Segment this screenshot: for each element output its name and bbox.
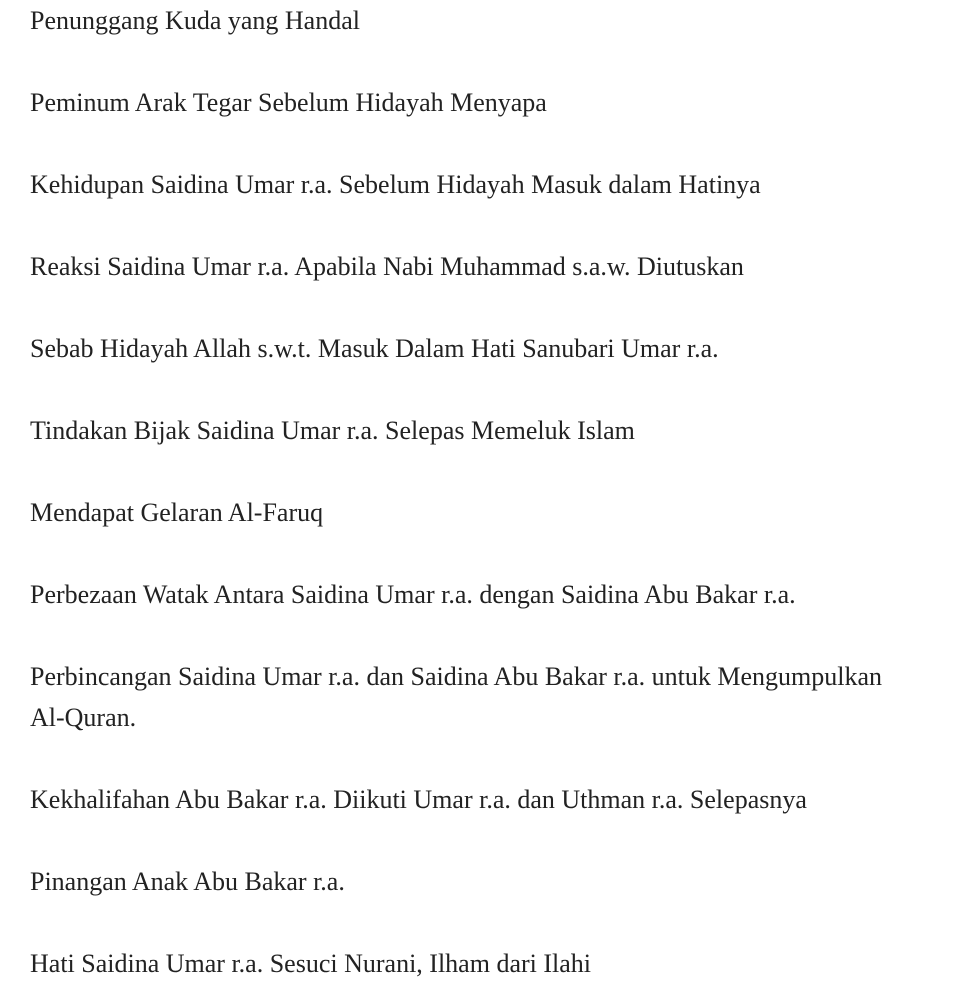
list-item: Kehidupan Saidina Umar r.a. Sebelum Hidayah Masuk dalam Hatinya [30, 170, 761, 199]
list-item: Reaksi Saidina Umar r.a. Apabila Nabi Muhammad s.a.w. Diutuskan [30, 252, 744, 281]
list-item: Pinangan Anak Abu Bakar r.a. [30, 867, 345, 896]
list-item: Sebab Hidayah Allah s.w.t. Masuk Dalam Hati Sanubari Umar r.a. [30, 334, 719, 363]
heading-list [30, 0, 930, 984]
list-item: Kekhalifahan Abu Bakar r.a. Diikuti Umar r.a. dan Uthman r.a. Selepasnya [30, 785, 807, 814]
list-item: Peminum Arak Tegar Sebelum Hidayah Menyapa [30, 88, 547, 117]
list-item: Perbezaan Watak Antara Saidina Umar r.a. dengan Saidina Abu Bakar r.a. [30, 580, 796, 609]
list-item: Mendapat Gelaran Al-Faruq [30, 498, 324, 527]
list-item: Perbincangan Saidina Umar r.a. dan Saidina Abu Bakar r.a. untuk Mengumpulkan Al-Quran. [30, 662, 883, 732]
list-item: Tindakan Bijak Saidina Umar r.a. Selepas Memeluk Islam [30, 416, 635, 445]
list-item: Penunggang Kuda yang Handal [30, 6, 360, 35]
list-item: Hati Saidina Umar r.a. Sesuci Nurani, Ilham dari Ilahi [30, 949, 592, 978]
